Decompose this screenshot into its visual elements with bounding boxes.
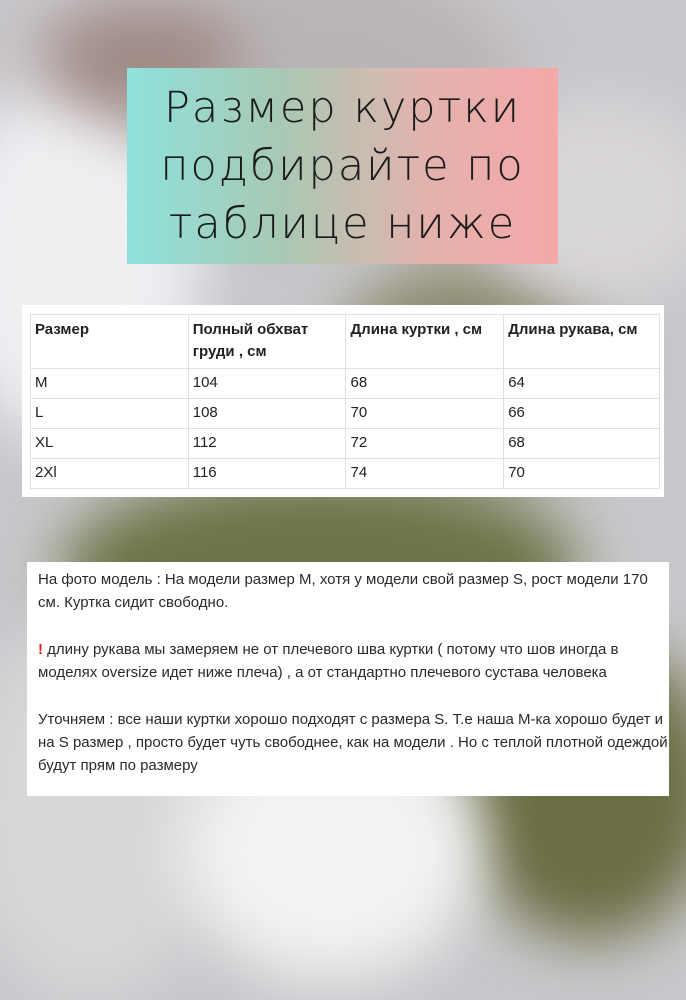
table-cell: 104 <box>188 369 346 399</box>
header-chest: Полный обхват груди , см <box>188 315 346 369</box>
title-banner <box>127 68 558 264</box>
size-table-card <box>22 305 664 497</box>
table-cell: 68 <box>346 369 504 399</box>
table-cell: 74 <box>346 459 504 489</box>
table-row <box>31 429 660 459</box>
model-info-text: На фото модель : На модели размер М, хотя у модели свой размер S, рост модели 170 см. Куртка сидит свободно. <box>38 571 648 611</box>
table-header-row <box>31 315 660 369</box>
title-line-3: таблице ниже <box>168 199 517 249</box>
table-row <box>31 369 660 399</box>
table-cell: 2Xl <box>31 459 189 489</box>
table-row <box>31 459 660 489</box>
sleeve-note-paragraph <box>38 638 668 684</box>
table-cell: 70 <box>346 399 504 429</box>
table-cell: 70 <box>504 459 660 489</box>
header-jacket-length: Длина куртки , см <box>346 315 504 369</box>
table-cell: L <box>31 399 189 429</box>
table-cell: 68 <box>504 429 660 459</box>
table-cell: 64 <box>504 369 660 399</box>
table-cell: 66 <box>504 399 660 429</box>
table-row <box>31 399 660 429</box>
size-table <box>30 314 660 489</box>
table-cell: 108 <box>188 399 346 429</box>
table-cell: 116 <box>188 459 346 489</box>
notes-card <box>27 562 669 796</box>
header-sleeve-length: Длина рукава, см <box>504 315 660 369</box>
sleeve-note-text: длину рукава мы замеряем не от плечевого шва куртки ( потому что шов иногда в моделях oversize идет ниже плеча) , а от стандартно плечевого сустава человека <box>38 641 619 681</box>
title-line-1: Размер куртки <box>163 83 522 133</box>
exclamation-icon: ! <box>38 641 43 658</box>
table-cell: 72 <box>346 429 504 459</box>
table-cell: M <box>31 369 189 399</box>
table-cell: XL <box>31 429 189 459</box>
header-size: Размер <box>31 315 189 369</box>
table-cell: 112 <box>188 429 346 459</box>
clarification-text: Уточняем : все наши куртки хорошо подходят с размера S. Т.е наша М-ка хорошо будет и на S размер , просто будет чуть свободнее, как на модели . Но с теплой плотной одеждой будут прям по размеру <box>38 711 668 774</box>
title-line-2: подбирайте по <box>160 141 525 191</box>
